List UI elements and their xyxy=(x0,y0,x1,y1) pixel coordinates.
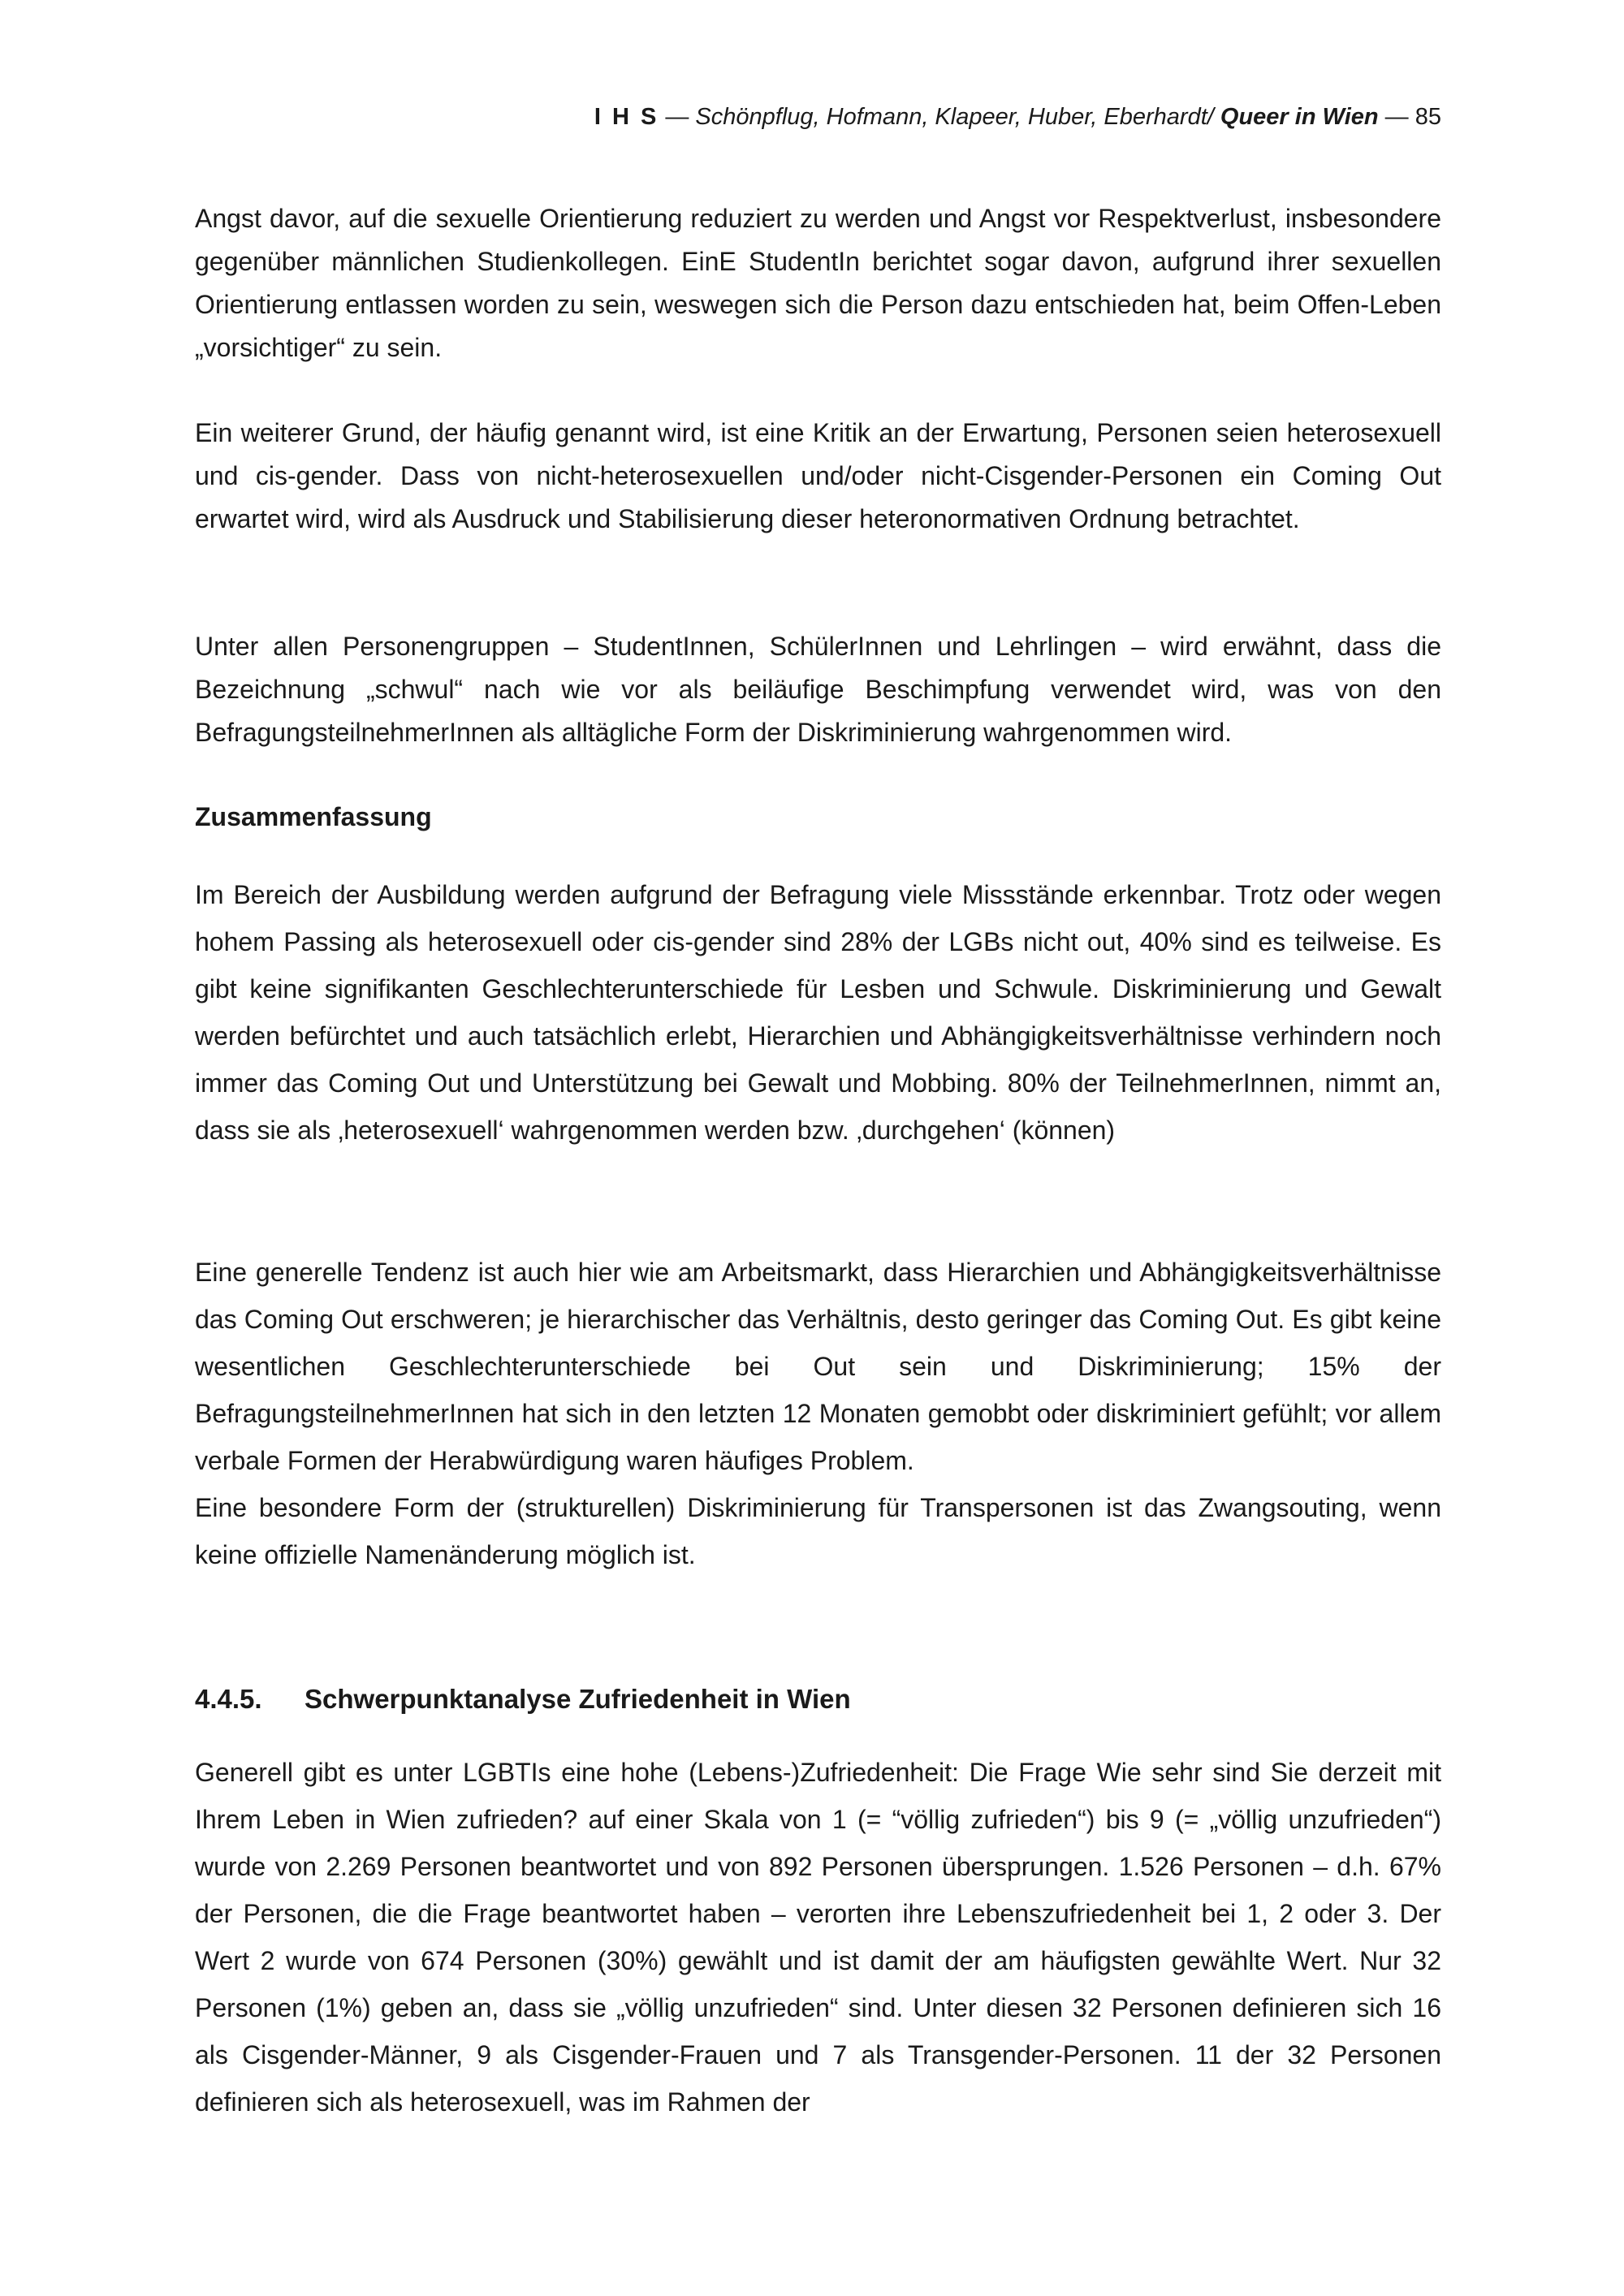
section-heading xyxy=(195,1677,1441,1720)
header-authors: Schönpflug, Hofmann, Klapeer, Huber, Eberhardt/ xyxy=(695,104,1220,130)
paragraph-block-6 xyxy=(195,1749,1441,2126)
paragraph: Generell gibt es unter LGBTIs eine hohe (Lebens-)Zufriedenheit: Die Frage Wie sehr sind Sie derzeit mit Ihrem Leben in Wien zufrieden? auf einer Skala von 1 (= “völlig zufrieden“) bis 9 (= „völlig unzufrieden“) wurde von 2.269 Personen beantwortet und von 892 Personen übersprungen. 1.526 Personen – d.h. 67% der Personen, die die Frage beantwortet haben – verorten ihre Lebenszufriedenheit bei 1, 2 oder 3. Der Wert 2 wurde von 674 Personen (30%) gewählt und ist damit der am häufigsten gewählte Wert. Nur 32 Personen (1%) geben an, dass sie „völlig unzufrieden“ sind. Unter diesen 32 Personen definieren sich 16 als Cisgender-Männer, 9 als Cisgender-Frauen und 7 als Transgender-Personen. 11 der 32 Personen definieren sich als heterosexuell, was im Rahmen der xyxy=(195,1758,1441,2117)
paragraph-block-5 xyxy=(195,1249,1441,1578)
subheading: Zusammenfassung xyxy=(195,802,432,831)
header-institute: I H S xyxy=(594,104,659,130)
header-separator-2: — xyxy=(1378,104,1415,130)
paragraph-block-2 xyxy=(195,412,1441,541)
paragraph: Eine generelle Tendenz ist auch hier wie am Arbeitsmarkt, dass Hierarchien und Abhängigkeitsverhältnisse das Coming Out erschweren; je hierarchischer das Verhältnis, desto geringer das Coming Out. Es gibt keine wesentlichen Geschlechterunterschiede bei Out sein und Diskriminierung; 15% der BefragungsteilnehmerInnen hat sich in den letzten 12 Monaten gemobbt oder diskriminiert gefühlt; vor allem verbale Formen der Herabwürdigung waren häufiges Problem. xyxy=(195,1258,1441,1475)
section-heading-block xyxy=(195,1677,1441,1720)
summary-heading-block xyxy=(195,796,1441,839)
paragraph: Angst davor, auf die sexuelle Orientierung reduziert zu werden und Angst vor Respektverlust, insbesondere gegenüber männlichen Studienkollegen. EinE StudentIn berichtet sogar davon, aufgrund ihrer sexuellen Orientierung entlassen worden zu sein, weswegen sich die Person dazu entschieden hat, beim Offen-Leben „vorsichtiger“ zu sein. xyxy=(195,204,1441,362)
running-header xyxy=(594,101,1441,133)
section-title: Schwerpunktanalyse Zufriedenheit in Wien xyxy=(304,1684,851,1714)
paragraph: Eine besondere Form der (strukturellen) Diskriminierung für Transpersonen ist das Zwangsouting, wenn keine offizielle Namenänderung möglich ist. xyxy=(195,1493,1441,1569)
section-number: 4.4.5. xyxy=(195,1684,262,1714)
page-number: 85 xyxy=(1415,104,1441,130)
paragraph-block-3 xyxy=(195,625,1441,754)
paragraph-block-4 xyxy=(195,871,1441,1154)
paragraph: Unter allen Personengruppen – StudentInnen, SchülerInnen und Lehrlingen – wird erwähnt, dass die Bezeichnung „schwul“ nach wie vor als beiläufige Beschimpfung verwendet wird, was von den BefragungsteilnehmerInnen als alltägliche Form der Diskriminierung wahrgenommen wird. xyxy=(195,632,1441,747)
header-separator: — xyxy=(659,104,696,130)
paragraph: Im Bereich der Ausbildung werden aufgrund der Befragung viele Missstände erkennbar. Trotz oder wegen hohem Passing als heterosexuell oder cis-gender sind 28% der LGBs nicht out, 40% sind es teilweise. Es gibt keine signifikanten Geschlechterunterschiede für Lesben und Schwule. Diskriminierung und Gewalt werden befürchtet und auch tatsächlich erlebt, Hierarchien und Abhängigkeitsverhältnisse verhindern noch immer das Coming Out und Unterstützung bei Gewalt und Mobbing. 80% der TeilnehmerInnen, nimmt an, dass sie als ‚heterosexuell‘ wahrgenommen werden bzw. ‚durchgehen‘ (können) xyxy=(195,880,1441,1145)
paragraph-block-1 xyxy=(195,197,1441,369)
header-title: Queer in Wien xyxy=(1220,104,1379,130)
paragraph: Ein weiterer Grund, der häufig genannt wird, ist eine Kritik an der Erwartung, Personen seien heterosexuell und cis-gender. Dass von nicht-heterosexuellen und/oder nicht-Cisgender-Personen ein Coming Out erwartet wird, wird als Ausdruck und Stabilisierung dieser heteronormativen Ordnung betrachtet. xyxy=(195,418,1441,533)
